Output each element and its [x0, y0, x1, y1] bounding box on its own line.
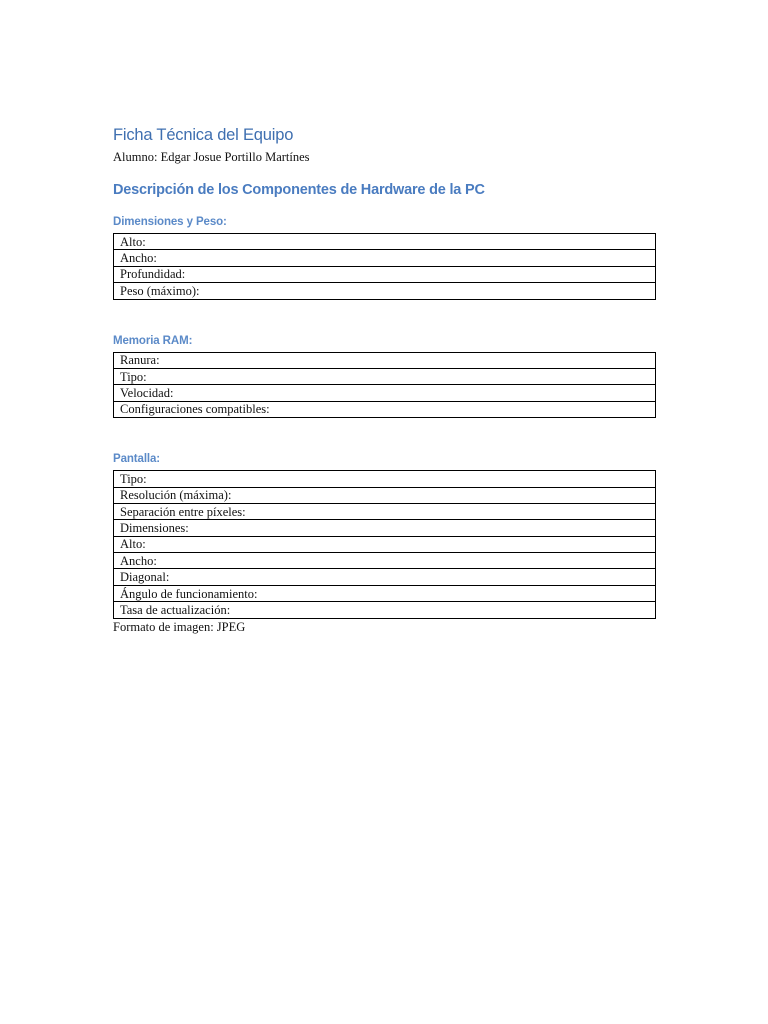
table-row	[114, 401, 656, 417]
document-page	[113, 124, 656, 635]
spec-table-display	[113, 470, 656, 619]
table-row	[114, 520, 656, 536]
image-format-note: Formato de imagen: JPEG	[113, 619, 246, 634]
table-cell: Alto:	[114, 536, 656, 552]
table-cell: Velocidad:	[114, 385, 656, 401]
table-row	[114, 487, 656, 503]
table-row	[114, 283, 656, 299]
section-heading: Pantalla:	[113, 453, 161, 466]
table-row	[114, 536, 656, 552]
section-display	[113, 452, 656, 619]
table-cell: Dimensiones:	[114, 520, 656, 536]
spec-table-ram	[113, 352, 656, 419]
table-cell: Ranura:	[114, 352, 656, 368]
table-cell: Resolución (máxima):	[114, 487, 656, 503]
student-name: Alumno: Edgar Josue Portillo Martínes	[113, 150, 310, 164]
document-subtitle: Descripción de los Componentes de Hardware de la PC	[113, 182, 485, 198]
table-row	[114, 266, 656, 282]
table-cell: Alto:	[114, 234, 656, 250]
table-row	[114, 553, 656, 569]
document-title: Ficha Técnica del Equipo	[113, 126, 294, 144]
spec-table-dimensions	[113, 233, 656, 300]
table-row	[114, 250, 656, 266]
table-cell: Configuraciones compatibles:	[114, 401, 656, 417]
table-row	[114, 385, 656, 401]
table-row	[114, 234, 656, 250]
table-row	[114, 352, 656, 368]
table-row	[114, 503, 656, 519]
table-cell: Diagonal:	[114, 569, 656, 585]
section-heading: Dimensiones y Peso:	[113, 216, 227, 228]
table-cell: Separación entre píxeles:	[114, 503, 656, 519]
table-cell: Tipo:	[114, 368, 656, 384]
table-cell: Ancho:	[114, 250, 656, 266]
section-ram	[113, 334, 656, 419]
table-cell: Ángulo de funcionamiento:	[114, 585, 656, 601]
table-row	[114, 471, 656, 487]
table-cell: Ancho:	[114, 553, 656, 569]
table-cell: Peso (máximo):	[114, 283, 656, 299]
section-dimensions	[113, 215, 656, 300]
table-cell: Profundidad:	[114, 266, 656, 282]
table-cell: Tipo:	[114, 471, 656, 487]
table-cell: Tasa de actualización:	[114, 602, 656, 618]
section-heading: Memoria RAM:	[113, 334, 193, 347]
table-row	[114, 368, 656, 384]
table-row	[114, 585, 656, 601]
table-row	[114, 602, 656, 618]
table-row	[114, 569, 656, 585]
